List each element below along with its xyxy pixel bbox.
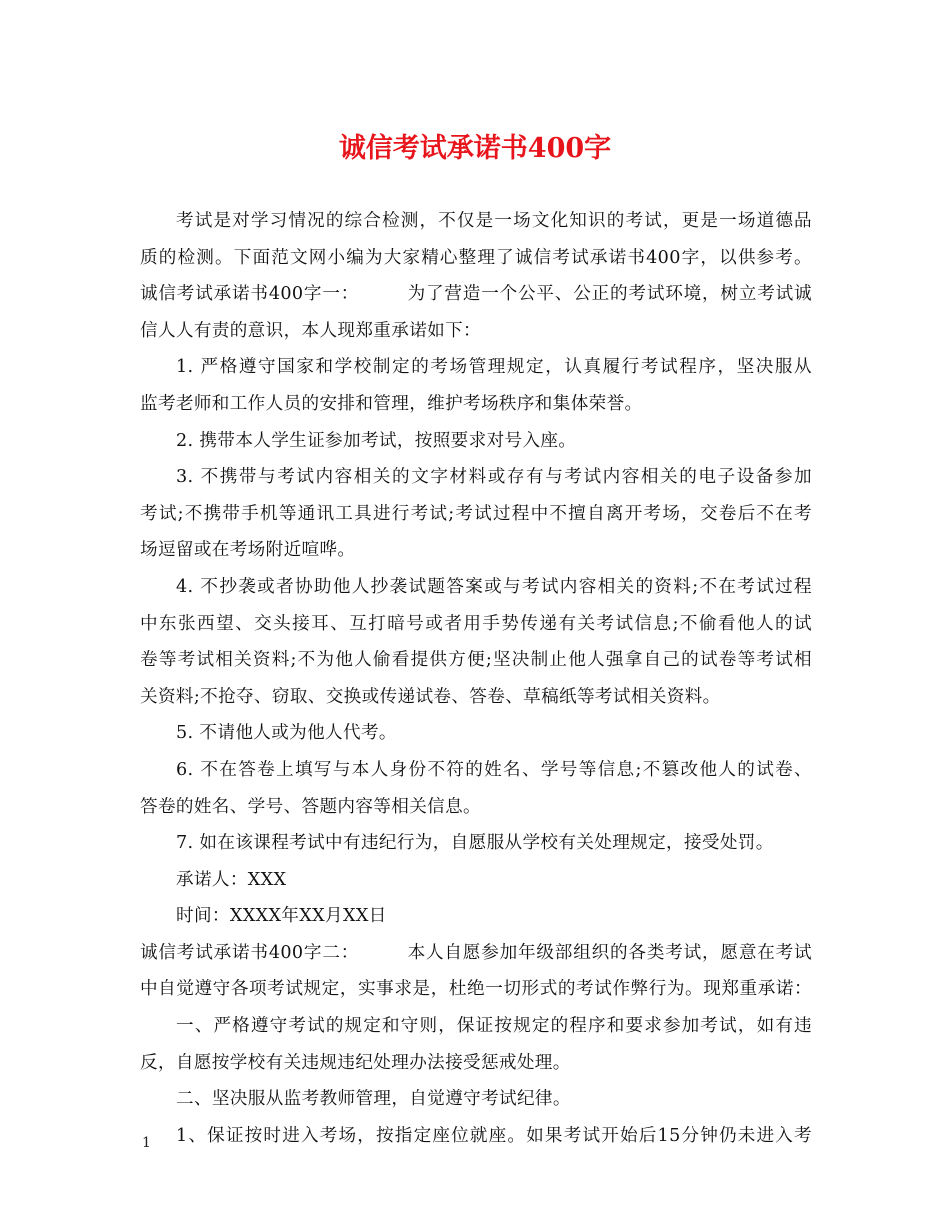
list-item-line: 6. 不在答卷上填写与本人身份不符的姓名、学号等信息;不篡改他人的试卷、 xyxy=(176,759,812,780)
list-item-line: 一、严格遵守考试的规定和守则，保证按规定的程序和要求参加考试，如有违 xyxy=(176,1016,812,1037)
list-item-line: 场逗留或在考场附近喧哗。 xyxy=(140,540,356,561)
section-heading-line xyxy=(140,935,812,972)
date-line: 时间：XXXX年XX月XX日 xyxy=(176,906,387,927)
page-number: 1 xyxy=(142,1135,151,1151)
list-item-line: 3. 不携带与考试内容相关的文字材料或存有与考试内容相关的电子设备参加 xyxy=(176,467,812,488)
list-item-line: 反，自愿按学校有关违规违纪处理办法接受惩戒处理。 xyxy=(140,1052,571,1073)
paragraph-line: 质的检测。下面范文网小编为大家精心整理了诚信考试承诺书400字，以供参考。 xyxy=(140,247,812,268)
list-item-line: 1. 严格遵守国家和学校制定的考场管理规定，认真履行考试程序，坚决服从 xyxy=(176,357,812,378)
paragraph-line: 考试是对学习情况的综合检测，不仅是一场文化知识的考试，更是一场道德品 xyxy=(176,211,812,231)
list-item-line: 答卷的姓名、学号、答题内容等相关信息。 xyxy=(140,796,481,817)
list-item-line: 关资料;不抢夺、窃取、交换或传递试卷、答卷、草稿纸等考试相关资料。 xyxy=(140,686,721,707)
document-title: 诚信考试承诺书400字 xyxy=(338,133,612,164)
document-body xyxy=(140,203,812,1154)
section-heading-line xyxy=(140,276,812,313)
list-item-line: 考试;不携带手机等通讯工具进行考试;考试过程中不擅自离开考场，交卷后不在考 xyxy=(140,503,812,524)
list-item-line: 二、坚决服从监考教师管理，自觉遵守考试纪律。 xyxy=(176,1089,571,1110)
list-item-line: 中东张西望、交头接耳、互打暗号或者用手势传递有关考试信息;不偷看他人的试 xyxy=(140,613,812,634)
signature-line: 承诺人：XXX xyxy=(176,869,287,890)
section-heading: 诚信考试承诺书400字一： xyxy=(140,284,360,305)
list-item-line: 监考老师和工作人员的安排和管理，维护考场秩序和集体荣誉。 xyxy=(140,393,643,414)
section-heading: 诚信考试承诺书400字二： xyxy=(140,942,360,963)
list-item-line: 2. 携带本人学生证参加考试，按照要求对号入座。 xyxy=(176,430,577,451)
paragraph-text: 本人自愿参加年级部组织的各类考试，愿意在考试 xyxy=(407,942,812,963)
list-item-line: 卷等考试相关资料;不为他人偷看提供方便;坚决制止他人强拿自己的试卷等考试相 xyxy=(140,650,812,671)
list-item-line: 4. 不抄袭或者协助他人抄袭试题答案或与考试内容相关的资料;不在考试过程 xyxy=(176,576,812,597)
paragraph-line: 中自觉遵守各项考试规定，实事求是，杜绝一切形式的考试作弊行为。现郑重承诺： xyxy=(140,979,812,1000)
paragraph-line: 信人人有责的意识，本人现郑重承诺如下： xyxy=(140,320,481,341)
list-item-line: 1、保证按时进入考场，按指定座位就座。如果考试开始后15分钟仍未进入考 xyxy=(176,1125,812,1146)
list-item-line: 7. 如在该课程考试中有违纪行为，自愿服从学校有关处理规定，接受处罚。 xyxy=(176,833,774,854)
paragraph-text: 为了营造一个公平、公正的考试环境，树立考试诚 xyxy=(407,284,812,305)
list-item-line: 5. 不请他人或为他人代考。 xyxy=(176,723,397,744)
